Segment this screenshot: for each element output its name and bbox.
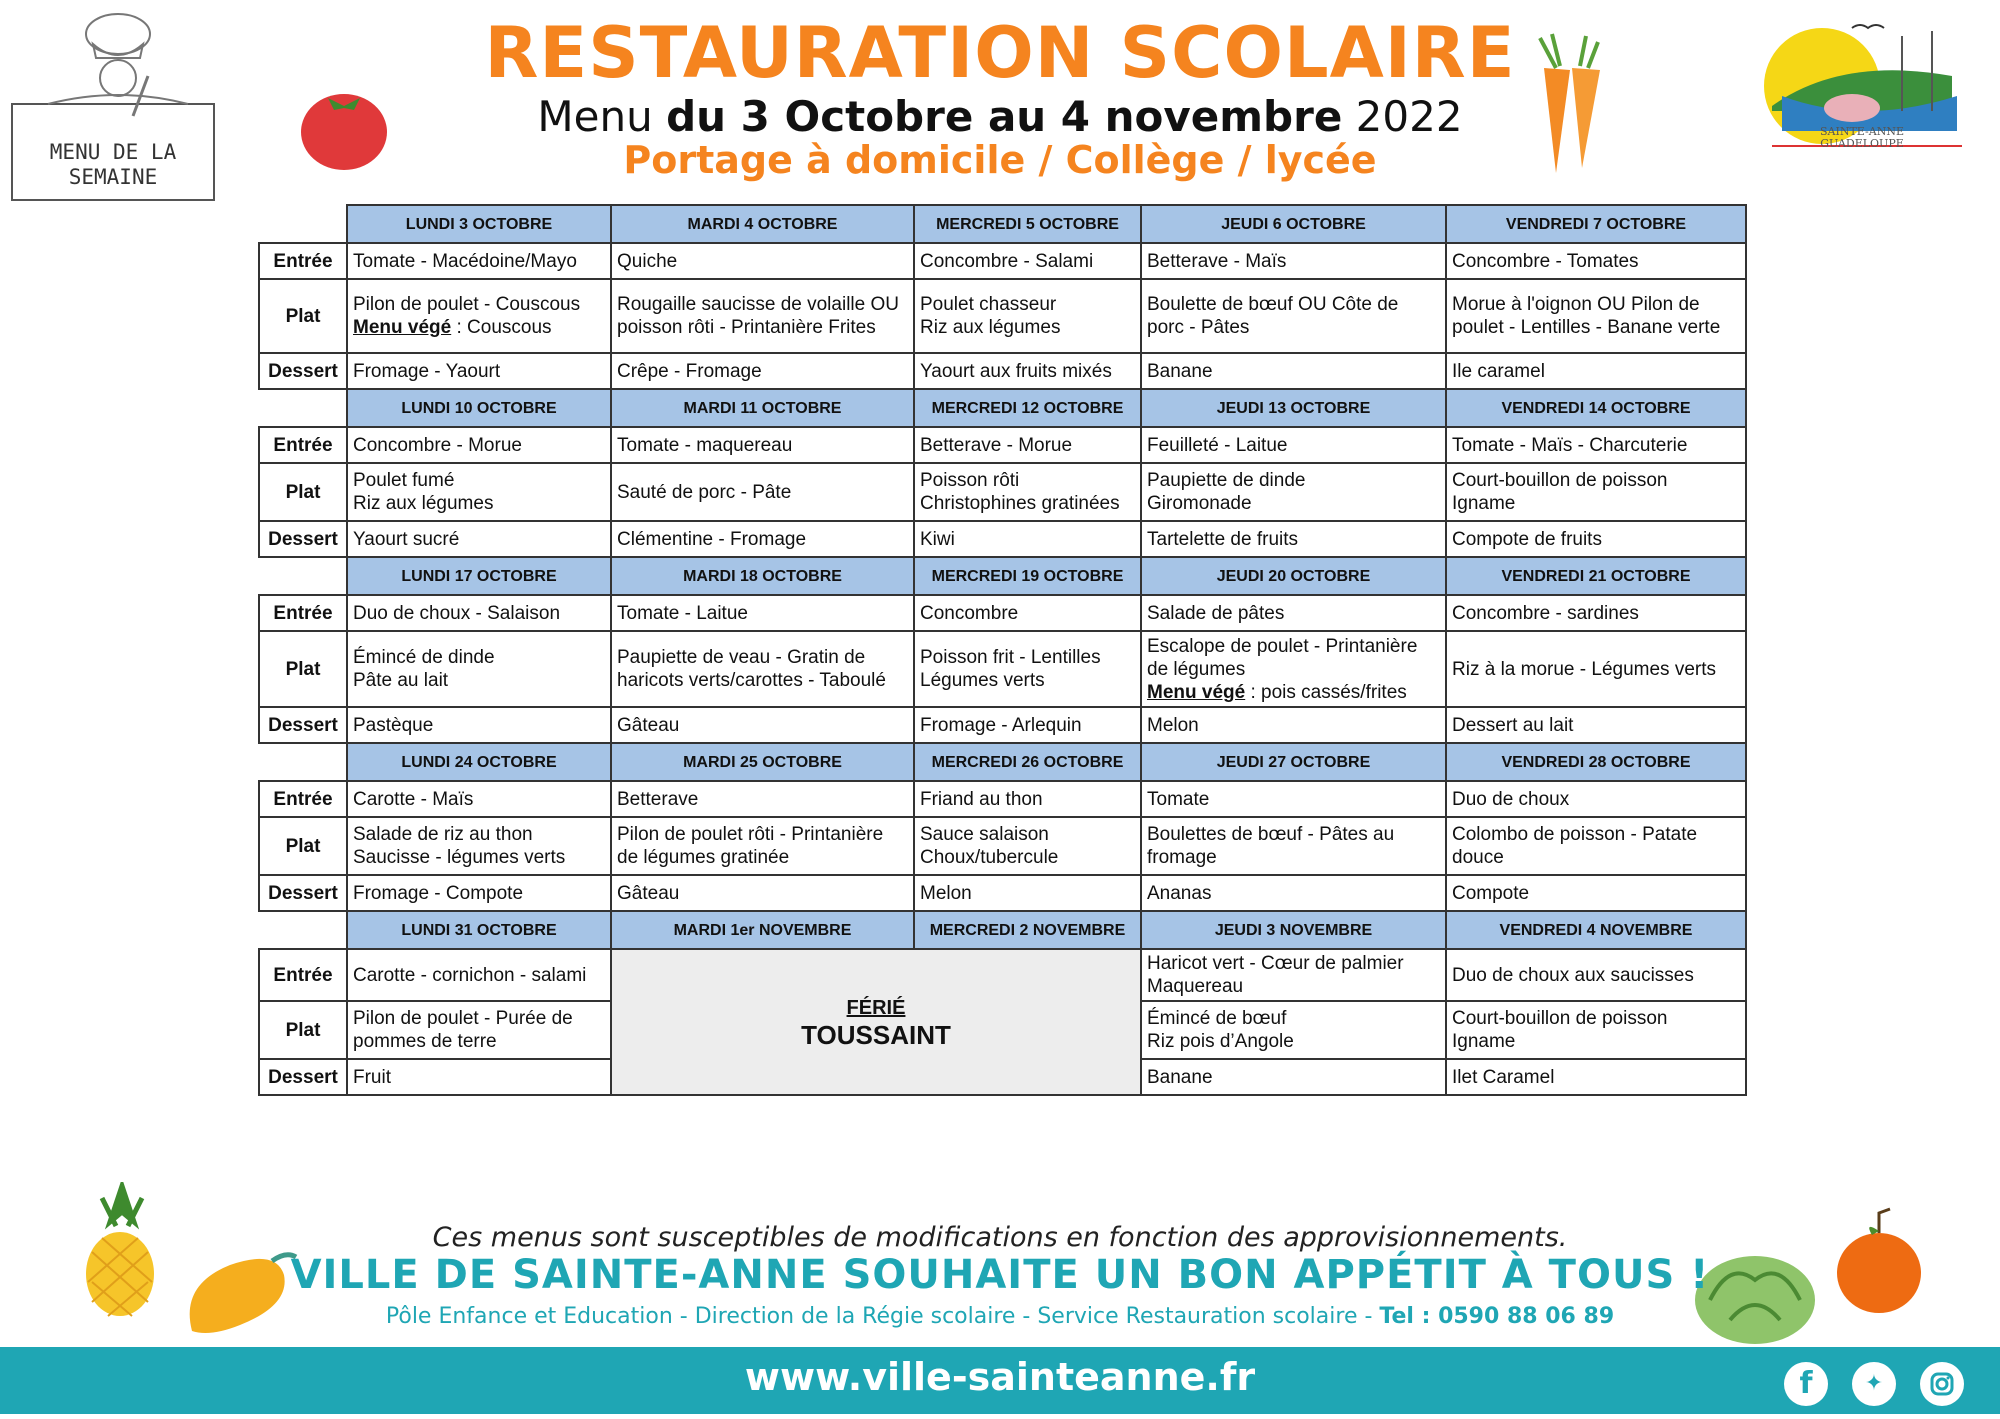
menu-cell xyxy=(347,1001,611,1059)
menu-cell xyxy=(1141,781,1446,817)
menu-cell xyxy=(347,243,611,279)
vege-label: Menu végé xyxy=(1147,681,1246,703)
dish-text: Pilon de poulet - Couscous xyxy=(353,294,581,315)
dish-text: Betterave - Maïs xyxy=(1147,250,1287,272)
dish-text: Gâteau xyxy=(617,882,680,904)
menu-cell xyxy=(1446,353,1746,389)
dish-text: Yaourt sucré xyxy=(353,528,460,550)
menu-cell xyxy=(347,949,611,1001)
meal-row-entree xyxy=(259,427,1746,463)
slogan: VILLE DE SAINTE-ANNE SOUHAITE UN BON APPÉTIT À TOUS ! xyxy=(290,1252,1710,1298)
ferie-cell xyxy=(611,949,1141,1095)
row-label-plat: Plat xyxy=(259,817,347,875)
meal-row-entree xyxy=(259,781,1746,817)
menu-cell xyxy=(1446,631,1746,707)
dish-text: Escalope de poulet - Printanière de légumes xyxy=(1147,635,1418,680)
dish-text: Crêpe - Fromage xyxy=(617,360,762,382)
meal-row-entree xyxy=(259,243,1746,279)
menu-cell xyxy=(1446,427,1746,463)
row-label-dessert: Dessert xyxy=(259,521,347,557)
menu-cell xyxy=(1446,595,1746,631)
dish-text: Carotte - Maïs xyxy=(353,788,474,810)
day-header: MARDI 18 OCTOBRE xyxy=(611,557,914,595)
dish-text: Concombre - sardines xyxy=(1452,602,1639,624)
day-header: JEUDI 27 OCTOBRE xyxy=(1141,743,1446,781)
menu-cell xyxy=(914,707,1141,743)
day-header: MERCREDI 12 OCTOBRE xyxy=(914,389,1141,427)
logo-text-line1: SAINTE-ANNE xyxy=(1820,125,1904,138)
menu-table xyxy=(258,204,1747,1096)
row-label-plat: Plat xyxy=(259,279,347,353)
meal-row-entree xyxy=(259,949,1746,1001)
dish-text: Fromage - Compote xyxy=(353,882,524,904)
week-header-row xyxy=(259,743,1746,781)
menu-cell xyxy=(1446,463,1746,521)
menu-cell xyxy=(1446,875,1746,911)
dish-text: Pilon de poulet rôti - Printanière de légumes gratinée xyxy=(617,824,884,868)
menu-semaine-line1: MENU DE LA xyxy=(49,140,177,164)
day-header: MARDI 4 OCTOBRE xyxy=(611,205,914,243)
subtitle-prefix: Menu xyxy=(537,92,667,141)
dish-text: Duo de choux aux saucisses xyxy=(1452,964,1694,986)
day-header: JEUDI 6 OCTOBRE xyxy=(1141,205,1446,243)
subtitle-date-range: du 3 Octobre au 4 novembre xyxy=(666,92,1343,141)
dish-text: Boulettes de bœuf - Pâtes au fromage xyxy=(1147,824,1395,868)
dish-text: Poisson frit - Lentilles Légumes verts xyxy=(920,647,1101,691)
week-header-row xyxy=(259,557,1746,595)
dish-text: Compote de fruits xyxy=(1452,528,1602,550)
meal-row-dessert xyxy=(259,521,1746,557)
day-header: VENDREDI 4 NOVEMBRE xyxy=(1446,911,1746,949)
facebook-icon[interactable]: f xyxy=(1784,1362,1828,1406)
dish-text: Salade de pâtes xyxy=(1147,602,1285,624)
dish-text: Tomate - Macédoine/Mayo xyxy=(353,250,577,272)
menu-cell xyxy=(914,781,1141,817)
dish-text: Friand au thon xyxy=(920,788,1043,810)
dish-text: Poisson rôti Christophines gratinées xyxy=(920,470,1120,514)
dish-text: Fromage - Yaourt xyxy=(353,360,501,382)
dish-text: Concombre xyxy=(920,602,1019,624)
menu-cell xyxy=(914,243,1141,279)
row-label-dessert: Dessert xyxy=(259,353,347,389)
dish-text: Banane xyxy=(1147,360,1213,382)
dish-text: Tomate - maquereau xyxy=(617,434,793,456)
week-header-row xyxy=(259,389,1746,427)
dish-text: Ilet Caramel xyxy=(1452,1066,1555,1088)
dish-text: Carotte - cornichon - salami xyxy=(353,964,587,986)
menu-cell xyxy=(611,781,914,817)
vege-dish: : pois cassés/frites xyxy=(1245,681,1407,703)
meal-row-entree xyxy=(259,595,1746,631)
menu-cell xyxy=(1446,1001,1746,1059)
row-label-dessert: Dessert xyxy=(259,875,347,911)
dish-text: Fruit xyxy=(353,1066,391,1088)
dish-text: Rougaille saucisse de volaille OU poisson rôti - Printanière Frites xyxy=(617,294,899,338)
row-label-entree: Entrée xyxy=(259,595,347,631)
menu-cell xyxy=(611,463,914,521)
day-header: VENDREDI 21 OCTOBRE xyxy=(1446,557,1746,595)
menu-cell xyxy=(347,1059,611,1095)
page-subtitle xyxy=(0,92,2000,141)
meal-row-dessert xyxy=(259,707,1746,743)
vege-label: Menu végé xyxy=(353,317,452,338)
instagram-glyph xyxy=(1920,1362,1964,1406)
day-header: JEUDI 20 OCTOBRE xyxy=(1141,557,1446,595)
day-header: LUNDI 24 OCTOBRE xyxy=(347,743,611,781)
contact-line xyxy=(0,1304,2000,1329)
day-header: LUNDI 31 OCTOBRE xyxy=(347,911,611,949)
logo-text-line2: GUADELOUPE xyxy=(1820,137,1904,150)
dish-text: Paupiette de dinde Giromonade xyxy=(1147,470,1306,514)
menu-cell xyxy=(611,243,914,279)
row-label-plat: Plat xyxy=(259,631,347,707)
day-header: MARDI 1er NOVEMBRE xyxy=(611,911,914,949)
table-corner xyxy=(259,743,347,781)
menu-cell xyxy=(914,817,1141,875)
dish-text: Court-bouillon de poisson Igname xyxy=(1452,470,1668,514)
dish-text: Yaourt aux fruits mixés xyxy=(920,360,1112,382)
dish-text: Feuilleté - Laitue xyxy=(1147,434,1288,456)
day-header: MERCREDI 19 OCTOBRE xyxy=(914,557,1141,595)
day-header: VENDREDI 28 OCTOBRE xyxy=(1446,743,1746,781)
day-header: MERCREDI 26 OCTOBRE xyxy=(914,743,1141,781)
menu-cell xyxy=(1446,279,1746,353)
dish-text: Duo de choux - Salaison xyxy=(353,602,561,624)
dish-text: Paupiette de veau - Gratin de haricots verts/carottes - Taboulé xyxy=(617,647,886,691)
dish-text: Tomate xyxy=(1147,788,1210,810)
menu-cell xyxy=(611,631,914,707)
meal-row-plat xyxy=(259,631,1746,707)
dish-text: Duo de choux xyxy=(1452,788,1570,810)
menu-cell xyxy=(1141,817,1446,875)
table-corner xyxy=(259,205,347,243)
day-header: VENDREDI 14 OCTOBRE xyxy=(1446,389,1746,427)
row-label-entree: Entrée xyxy=(259,781,347,817)
day-header: LUNDI 17 OCTOBRE xyxy=(347,557,611,595)
dish-text: Dessert au lait xyxy=(1452,714,1574,736)
row-label-plat: Plat xyxy=(259,463,347,521)
menu-cell xyxy=(1141,353,1446,389)
dish-text: Melon xyxy=(1147,714,1199,736)
vege-dish: : Couscous xyxy=(451,317,552,338)
menu-cell xyxy=(347,817,611,875)
menu-cell xyxy=(611,817,914,875)
subtitle-year: 2022 xyxy=(1342,92,1463,141)
meal-row-dessert xyxy=(259,353,1746,389)
contact-service: Pôle Enfance et Education - Direction de la Régie scolaire - Service Restauration scolaire - xyxy=(385,1304,1380,1329)
table-corner xyxy=(259,911,347,949)
dish-text: Ile caramel xyxy=(1452,360,1545,382)
menu-cell xyxy=(347,427,611,463)
menu-cell xyxy=(914,631,1141,707)
menu-cell xyxy=(1141,279,1446,353)
menu-cell xyxy=(1141,1059,1446,1095)
row-label-entree: Entrée xyxy=(259,949,347,1001)
meal-row-dessert xyxy=(259,875,1746,911)
dish-text: Colombo de poisson - Patate douce xyxy=(1452,824,1698,868)
menu-cell xyxy=(1141,427,1446,463)
day-header: MARDI 25 OCTOBRE xyxy=(611,743,914,781)
dish-text: Pastèque xyxy=(353,714,434,736)
menu-cell xyxy=(1446,707,1746,743)
menu-cell xyxy=(347,279,611,353)
dish-text: Banane xyxy=(1147,1066,1213,1088)
day-header: MARDI 11 OCTOBRE xyxy=(611,389,914,427)
week-header-row xyxy=(259,205,1746,243)
menu-cell xyxy=(611,707,914,743)
dish-text: Pilon de poulet - Purée de pommes de terre xyxy=(353,1008,573,1052)
meal-row-plat xyxy=(259,463,1746,521)
menu-cell xyxy=(347,707,611,743)
ferie-holiday: TOUSSAINT xyxy=(801,1020,951,1050)
day-header: MERCREDI 5 OCTOBRE xyxy=(914,205,1141,243)
day-header: JEUDI 13 OCTOBRE xyxy=(1141,389,1446,427)
contact-phone: Tel : 0590 88 06 89 xyxy=(1379,1304,1615,1329)
menu-cell xyxy=(914,353,1141,389)
dish-text: Boulette de bœuf OU Côte de porc - Pâtes xyxy=(1147,294,1399,338)
menu-cell xyxy=(914,463,1141,521)
row-label-dessert: Dessert xyxy=(259,1059,347,1095)
dish-text: Concombre - Morue xyxy=(353,434,522,456)
dish-text: Gâteau xyxy=(617,714,680,736)
menu-cell xyxy=(914,427,1141,463)
menu-cell xyxy=(914,521,1141,557)
dish-text: Quiche xyxy=(617,250,678,272)
week-header-row xyxy=(259,911,1746,949)
dish-text: Salade de riz au thon Saucisse - légumes verts xyxy=(353,824,566,868)
menu-cell xyxy=(1446,949,1746,1001)
menu-cell xyxy=(347,521,611,557)
menu-cell xyxy=(1141,1001,1446,1059)
dish-text: Court-bouillon de poisson Igname xyxy=(1452,1008,1668,1052)
row-label-dessert: Dessert xyxy=(259,707,347,743)
row-label-entree: Entrée xyxy=(259,243,347,279)
dish-text: Haricot vert - Cœur de palmier Maquereau xyxy=(1147,953,1404,997)
menu-cell xyxy=(1141,595,1446,631)
menu-cell xyxy=(1141,463,1446,521)
row-label-entree: Entrée xyxy=(259,427,347,463)
disclaimer-note: Ces menus sont susceptibles de modifications en fonction des approvisionnements. xyxy=(432,1222,1568,1253)
menu-cell xyxy=(347,595,611,631)
table-corner xyxy=(259,389,347,427)
table-corner xyxy=(259,557,347,595)
day-header: JEUDI 3 NOVEMBRE xyxy=(1141,911,1446,949)
dish-text: Morue à l'oignon OU Pilon de poulet - Lentilles - Banane verte xyxy=(1452,294,1721,338)
dish-text: Melon xyxy=(920,882,972,904)
menu-cell xyxy=(1446,243,1746,279)
dish-text: Concombre - Tomates xyxy=(1452,250,1639,272)
menu-cell xyxy=(611,521,914,557)
dish-text: Fromage - Arlequin xyxy=(920,714,1082,736)
dish-text: Clémentine - Fromage xyxy=(617,528,807,550)
menu-cell xyxy=(1141,521,1446,557)
meal-row-plat xyxy=(259,279,1746,353)
dish-text: Émincé de bœuf Riz pois d’Angole xyxy=(1147,1008,1294,1052)
menu-cell xyxy=(611,875,914,911)
menu-cell xyxy=(611,279,914,353)
page-subtitle-audience: Portage à domicile / Collège / lycée xyxy=(623,138,1377,182)
menu-cell xyxy=(1141,707,1446,743)
menu-cell xyxy=(611,595,914,631)
dish-text: Concombre - Salami xyxy=(920,250,1094,272)
menu-cell xyxy=(914,279,1141,353)
day-header: LUNDI 3 OCTOBRE xyxy=(347,205,611,243)
ferie-label: FÉRIÉ xyxy=(846,997,906,1019)
menu-cell xyxy=(347,875,611,911)
menu-cell xyxy=(1446,521,1746,557)
menu-cell xyxy=(611,353,914,389)
day-header: LUNDI 10 OCTOBRE xyxy=(347,389,611,427)
dish-text: Sauce salaison Choux/tubercule xyxy=(920,824,1059,868)
dish-text: Poulet chasseur Riz aux légumes xyxy=(920,294,1061,338)
menu-cell xyxy=(347,781,611,817)
day-header: VENDREDI 7 OCTOBRE xyxy=(1446,205,1746,243)
dish-text: Sauté de porc - Pâte xyxy=(617,481,792,503)
dish-text: Kiwi xyxy=(920,528,955,550)
instagram-icon[interactable] xyxy=(1920,1362,1964,1406)
menu-cell xyxy=(914,595,1141,631)
menu-cell xyxy=(1446,1059,1746,1095)
twitter-icon[interactable]: ✦ xyxy=(1852,1362,1896,1406)
menu-semaine-line2: SEMAINE xyxy=(68,165,158,189)
dish-text: Betterave xyxy=(617,788,699,810)
website-link[interactable]: www.ville-sainteanne.fr xyxy=(744,1355,1256,1399)
dish-text: Ananas xyxy=(1147,882,1212,904)
dish-text: Riz à la morue - Légumes verts xyxy=(1452,658,1716,680)
dish-text: Tomate - Maïs - Charcuterie xyxy=(1452,434,1688,456)
page-title: RESTAURATION SCOLAIRE xyxy=(484,12,1516,94)
menu-cell xyxy=(611,427,914,463)
row-label-plat: Plat xyxy=(259,1001,347,1059)
dish-text: Tartelette de fruits xyxy=(1147,528,1299,550)
dish-text: Betterave - Morue xyxy=(920,434,1073,456)
menu-cell xyxy=(1141,875,1446,911)
menu-cell xyxy=(347,353,611,389)
menu-cell xyxy=(347,631,611,707)
menu-cell xyxy=(914,875,1141,911)
menu-cell xyxy=(1446,817,1746,875)
menu-cell xyxy=(1141,949,1446,1001)
meal-row-plat xyxy=(259,817,1746,875)
dish-text: Émincé de dinde Pâte au lait xyxy=(353,647,495,691)
menu-cell xyxy=(1141,243,1446,279)
menu-cell xyxy=(1446,781,1746,817)
day-header: MERCREDI 2 NOVEMBRE xyxy=(914,911,1141,949)
menu-cell xyxy=(347,463,611,521)
dish-text: Compote xyxy=(1452,882,1530,904)
dish-text: Poulet fumé Riz aux légumes xyxy=(353,470,494,514)
dish-text: Tomate - Laitue xyxy=(617,602,748,624)
menu-cell xyxy=(1141,631,1446,707)
